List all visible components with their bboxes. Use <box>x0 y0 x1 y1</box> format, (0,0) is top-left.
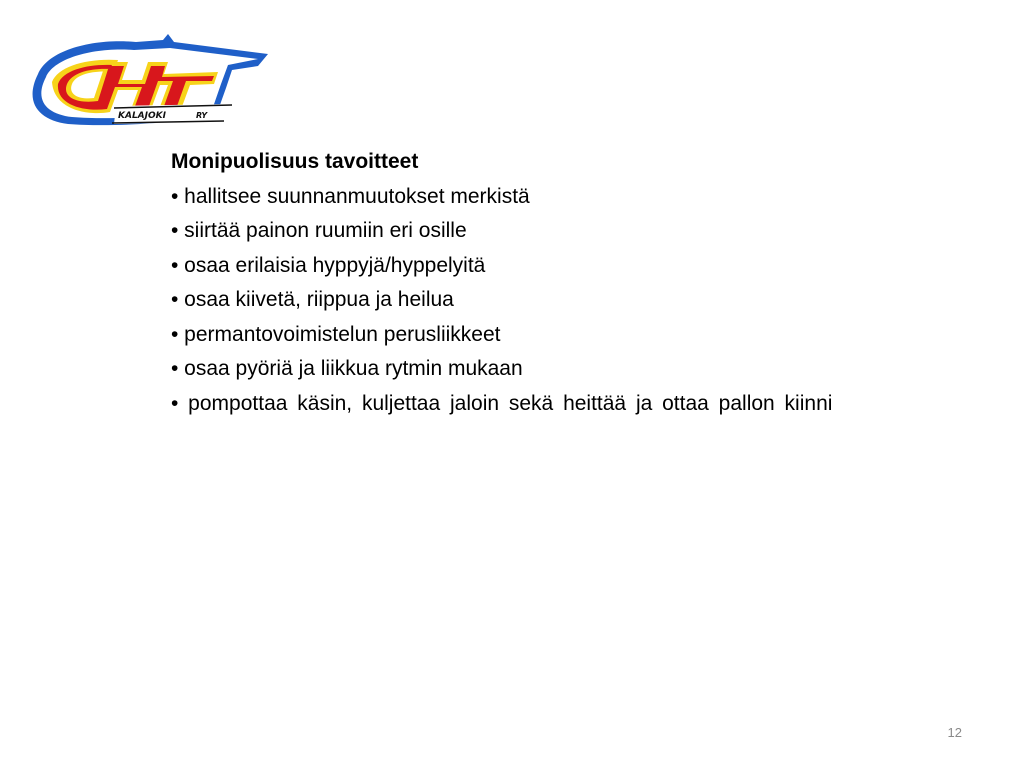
page-number: 12 <box>947 725 962 740</box>
logo-suffix-text: RY <box>196 111 208 120</box>
bullet-item: • osaa erilaisia hyppyjä/hyppelyitä <box>171 253 486 277</box>
bullet-item: • pompottaa käsin, kuljettaa jaloin sekä heittää ja ottaa pallon kiinni <box>171 391 833 415</box>
logo-town-text: KALAJOKI <box>118 111 166 121</box>
bullet-item: • permantovoimistelun perusliikkeet <box>171 322 501 346</box>
bullet-item: • osaa pyöriä ja liikkua rytmin mukaan <box>171 357 523 380</box>
bullet-item: • siirtää painon ruumiin eri osille <box>171 219 467 242</box>
bullet-item: • osaa kiivetä, riippua ja heilua <box>171 288 454 311</box>
jht-kalajoki-logo <box>18 32 274 128</box>
slide-content <box>171 145 853 421</box>
bullet-item: • hallitsee suunnanmuutokset merkistä <box>171 184 530 208</box>
jht-logo-icon <box>18 32 274 128</box>
slide-heading: Monipuolisuus tavoitteet <box>171 150 419 173</box>
